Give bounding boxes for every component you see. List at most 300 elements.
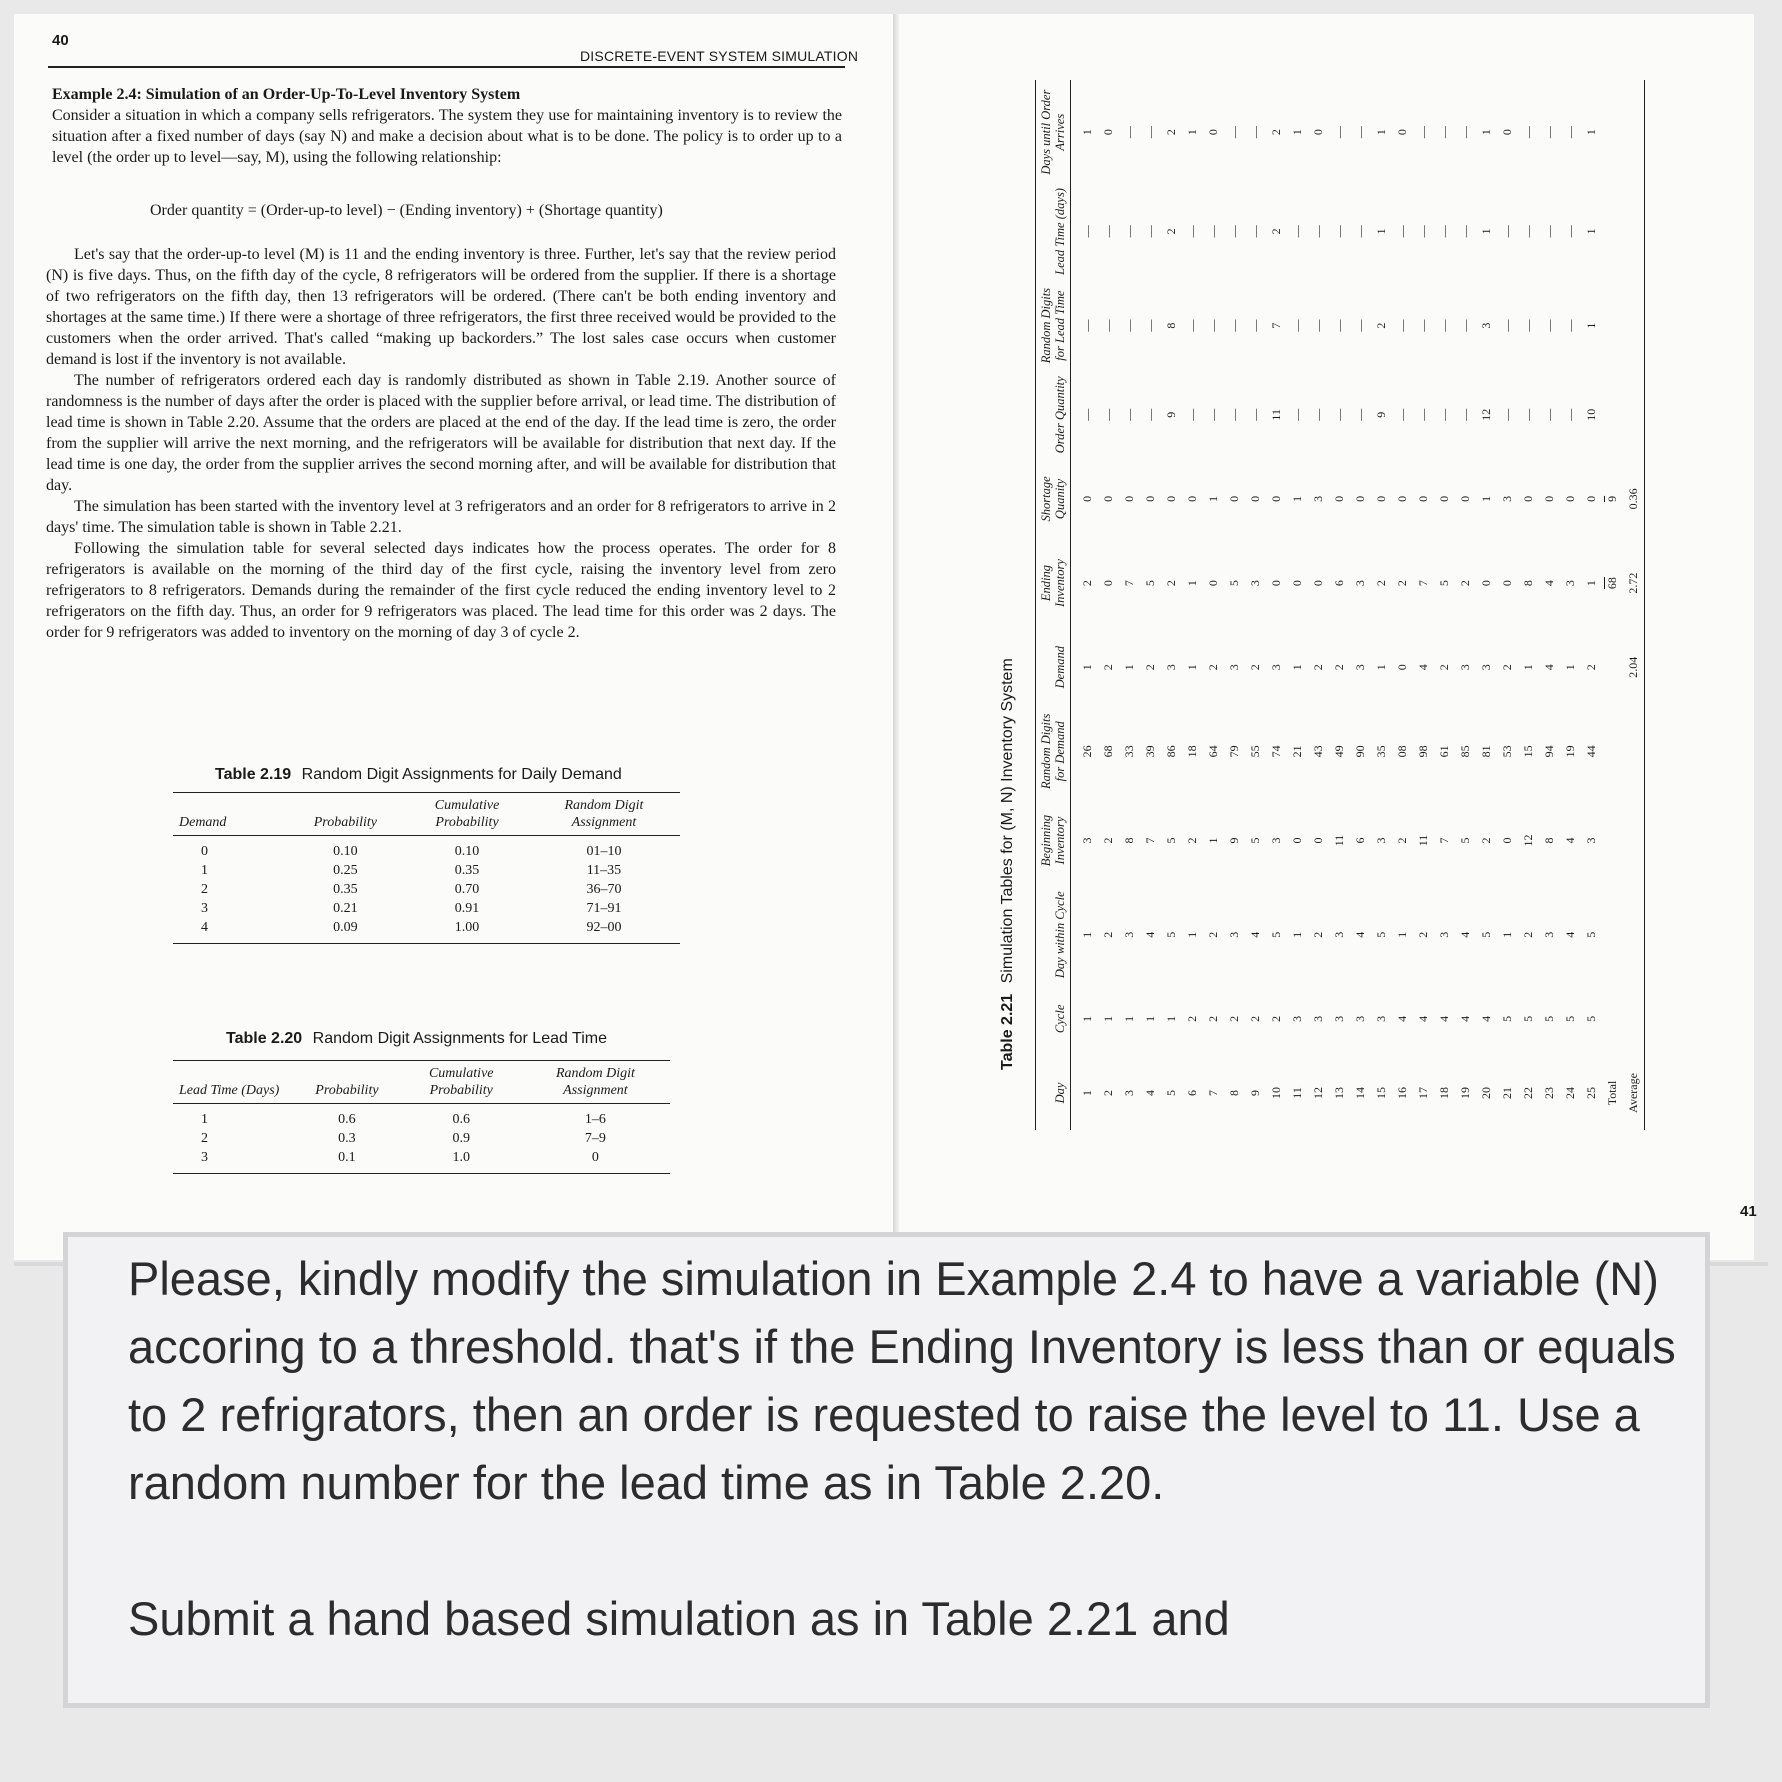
table-cell: — — [1437, 408, 1451, 421]
table-cell: — — [1437, 126, 1451, 139]
total-ending-inventory: 68 — [1605, 577, 1619, 590]
table-cell: 0 — [1206, 580, 1220, 587]
table-cell: 3 — [1311, 495, 1325, 502]
table-cell: 3 — [1437, 931, 1451, 938]
table-cell: 92–00 — [528, 918, 680, 944]
table-cell: 2 — [1437, 664, 1451, 671]
table-cell: 2 — [1101, 1089, 1115, 1096]
table-cell: 1 — [1584, 322, 1598, 329]
table-cell: 2 — [1101, 837, 1115, 844]
table-cell: 0 — [521, 1148, 670, 1174]
table-cell: — — [1101, 408, 1115, 421]
table-row — [1329, 80, 1350, 1130]
paragraph-5: Following the simulation table for several selected days indicates how the process operates. The order for 8 refrigerators is available on the morning of the third day of the first cycle, raising the inventory level from zero refrigerators to 8 refrigerators. Demands during the remainder of the first cycle reduced the ending inventory level to 2 refrigerators on the fifth day. Thus, an order for 9 refrigerators was placed. The lead time for this order was 2 days. The order for 9 refrigerators was added to inventory on the morning of day 3 of cycle 2. — [46, 540, 836, 641]
book-spine — [893, 14, 899, 1260]
table-cell: 64 — [1206, 745, 1220, 758]
table-row — [1413, 80, 1434, 1130]
table-cell: 0 — [1143, 495, 1157, 502]
table-cell: 7 — [1269, 322, 1283, 329]
table-cell: 5 — [1437, 580, 1451, 587]
table-cell: 3 — [173, 1148, 292, 1174]
table-cell: 10 — [1584, 408, 1598, 421]
table-cell: 94 — [1542, 745, 1556, 758]
table-cell: 4 — [1353, 931, 1367, 938]
table-cell: 1 — [1374, 664, 1388, 671]
table-cell: 3 — [1269, 837, 1283, 844]
table-cell: 7 — [1143, 837, 1157, 844]
table-cell: 53 — [1500, 745, 1514, 758]
table-cell: 3 — [1353, 1015, 1367, 1022]
table-220-body — [173, 1104, 670, 1174]
table-cell: 7–9 — [584, 1131, 606, 1146]
table-220-header: Lead Time (Days) — [173, 1061, 292, 1104]
total-label: Total — [1605, 1080, 1619, 1106]
table-cell: 0 — [1521, 495, 1535, 502]
table-221-header: Cycle — [1036, 982, 1071, 1056]
table-cell: 3 — [1164, 664, 1178, 671]
table-cell: 9 — [1374, 411, 1388, 418]
table-cell: — — [1101, 319, 1115, 332]
table-cell: — — [1563, 408, 1577, 421]
table-cell: 0 — [1269, 580, 1283, 587]
table-cell: 2 — [1269, 228, 1283, 235]
table-cell: — — [1521, 225, 1535, 238]
table-cell: 0 — [1101, 129, 1115, 136]
table-cell: 2 — [1311, 931, 1325, 938]
table-cell: — — [1227, 319, 1241, 332]
table-cell: 33 — [1122, 745, 1136, 758]
table-cell: 2 — [1269, 129, 1283, 136]
table-cell: — — [1332, 126, 1346, 139]
table-cell: 4 — [1563, 931, 1577, 938]
table-cell: 2 — [1332, 664, 1346, 671]
table-219-header: Cumulative Probability — [406, 793, 528, 836]
table-cell: 08 — [1395, 745, 1409, 758]
table-cell: — — [1080, 225, 1094, 238]
table-cell: — — [1206, 225, 1220, 238]
paragraph-3: The number of refrigerators ordered each day is randomly distributed as shown in Table 2.19. Another source of randomness is the number of days after the order is placed with the supplier before arrival, or lead time. The distribution of lead time is shown in Table 2.20. Assume that the orders are placed at the end of the day. If the lead time is zero, the order from the supplier will arrive the next morning, and the refrigerators will be available for distribution that next day. If the lead time is one day, the order from the supplier arrives the second morning after, and will be available for distribution that day. — [46, 372, 836, 494]
table-cell: 3 — [1374, 837, 1388, 844]
table-cell: 3 — [1332, 931, 1346, 938]
table-cell: — — [1416, 408, 1430, 421]
table-cell: — — [1332, 319, 1346, 332]
table-cell: 5 — [1542, 1015, 1556, 1022]
table-cell: 0.09 — [285, 918, 407, 944]
table-cell: 1 — [1185, 129, 1199, 136]
table-cell: 4 — [1416, 1015, 1430, 1022]
table-cell: 21 — [1290, 745, 1304, 758]
table-cell: 1 — [1479, 228, 1493, 235]
table-cell: — — [1500, 319, 1514, 332]
table-cell: — — [1521, 319, 1535, 332]
table-cell: 1–6 — [584, 1112, 606, 1127]
table-cell: 18 — [1437, 1086, 1451, 1099]
table-row — [1071, 80, 1099, 1130]
table-cell: 1 — [1374, 228, 1388, 235]
table-cell: 19 — [1563, 745, 1577, 758]
table-row — [1539, 80, 1560, 1130]
table-total-row — [1602, 80, 1623, 1130]
table-cell: 8 — [1227, 1089, 1241, 1096]
table-row — [173, 861, 680, 880]
table-cell: — — [1080, 408, 1094, 421]
table-cell: — — [1395, 319, 1409, 332]
table-cell: 7 — [1122, 580, 1136, 587]
table-cell: 4 — [1143, 1089, 1157, 1096]
table-cell: 19 — [1458, 1086, 1472, 1099]
question-spacer — [128, 1517, 1688, 1585]
table-cell: 68 — [1101, 745, 1115, 758]
table-cell: 79 — [1227, 745, 1241, 758]
table-row — [1371, 80, 1392, 1130]
table-cell: 1 — [1122, 1015, 1136, 1022]
table-cell: 7 — [1416, 580, 1430, 587]
table-cell: 2 — [1164, 580, 1178, 587]
table-cell: 74 — [1269, 745, 1283, 758]
table-cell: — — [1521, 126, 1535, 139]
table-row — [1455, 80, 1476, 1130]
table-cell: — — [1206, 408, 1220, 421]
table-cell: — — [1311, 319, 1325, 332]
average-demand: 2.04 — [1623, 625, 1645, 709]
table-cell: 4 — [1416, 664, 1430, 671]
table-cell: 0.10 — [333, 844, 358, 859]
table-cell: 24 — [1563, 1086, 1577, 1099]
table-cell: 6 — [1353, 837, 1367, 844]
table-cell: 17 — [1416, 1086, 1430, 1099]
table-cell: 1 — [201, 1112, 208, 1127]
table-cell: 3 — [1353, 580, 1367, 587]
table-cell: 1 — [1080, 664, 1094, 671]
table-cell: 2 — [1500, 664, 1514, 671]
table-cell: 0 — [201, 844, 208, 859]
table-cell: 81 — [1479, 745, 1493, 758]
table-cell: 2 — [1143, 664, 1157, 671]
table-cell: — — [1143, 408, 1157, 421]
table-cell: — — [1143, 126, 1157, 139]
table-cell: 3 — [1080, 837, 1094, 844]
table-cell: 5 — [1164, 1089, 1178, 1096]
table-cell: — — [1353, 319, 1367, 332]
empty-cell — [1602, 888, 1623, 982]
table-cell: — — [1248, 126, 1262, 139]
table-row — [173, 1148, 670, 1174]
table-cell: 85 — [1458, 745, 1472, 758]
table-221-header: Day within Cycle — [1036, 888, 1071, 982]
table-cell: 2 — [1101, 664, 1115, 671]
table-row — [1245, 80, 1266, 1130]
table-cell: 0 — [1395, 129, 1409, 136]
table-cell: — — [1563, 319, 1577, 332]
table-cell: 2 — [1374, 322, 1388, 329]
paragraph-4: The simulation has been started with the inventory level at 3 refrigerators and an order for 8 refrigerators to arrive in 2 days' time. The simulation table is shown in Table 2.21. — [46, 498, 836, 536]
table-cell: 2 — [1080, 580, 1094, 587]
table-cell: 3 — [1332, 1015, 1346, 1022]
empty-cell — [1623, 373, 1645, 457]
table-cell: 1 — [1206, 837, 1220, 844]
table-219-caption — [215, 766, 622, 784]
table-cell: 3 — [201, 901, 208, 916]
table-219-header: Demand — [173, 793, 285, 836]
table-cell: 0 — [1353, 495, 1367, 502]
table-row — [1581, 80, 1602, 1130]
table-cell: 8 — [1542, 837, 1556, 844]
table-row — [173, 1129, 670, 1148]
table-cell: 1 — [1395, 931, 1409, 938]
table-cell: 5 — [1500, 1015, 1514, 1022]
table-cell: 3 — [1290, 1015, 1304, 1022]
table-cell: — — [1458, 225, 1472, 238]
table-221-caption — [999, 658, 1017, 1070]
table-row — [1518, 80, 1539, 1130]
left-page-number: 40 — [52, 32, 69, 49]
question-box — [63, 1232, 1710, 1708]
empty-cell — [1623, 888, 1645, 982]
table-cell: — — [1458, 408, 1472, 421]
empty-cell — [1623, 184, 1645, 278]
table-cell: — — [1227, 408, 1241, 421]
table-cell: 5 — [1584, 1015, 1598, 1022]
table-cell: 3 — [1479, 664, 1493, 671]
table-cell: — — [1542, 225, 1556, 238]
right-page-number: 41 — [1740, 1203, 1757, 1220]
table-cell: — — [1563, 126, 1577, 139]
table-cell: 0.6 — [452, 1112, 470, 1127]
table-cell: — — [1143, 319, 1157, 332]
table-cell: 4 — [1479, 1015, 1493, 1022]
table-cell: 18 — [1185, 745, 1199, 758]
table-row — [1560, 80, 1581, 1130]
table-cell: — — [1101, 225, 1115, 238]
table-cell: — — [1206, 319, 1220, 332]
table-row — [173, 899, 680, 918]
table-cell: 1 — [1290, 495, 1304, 502]
empty-cell — [1602, 80, 1623, 184]
table-cell: 16 — [1395, 1086, 1409, 1099]
table-cell: 0.35 — [333, 882, 358, 897]
total-shortage: 9 — [1605, 495, 1619, 502]
table-cell: — — [1353, 408, 1367, 421]
table-cell: 1 — [1584, 228, 1598, 235]
table-cell: 8 — [1521, 580, 1535, 587]
table-cell: 4 — [1563, 837, 1577, 844]
table-cell: 0.10 — [454, 844, 480, 859]
table-cell: 0.3 — [338, 1131, 356, 1146]
table-cell: — — [1185, 408, 1199, 421]
table-cell: 1 — [1584, 129, 1598, 136]
table-cell: 0.9 — [452, 1131, 470, 1146]
table-cell: 1 — [1290, 664, 1304, 671]
table-cell: 9 — [1164, 411, 1178, 418]
table-cell: 1 — [1584, 580, 1598, 587]
table-row — [1434, 80, 1455, 1130]
paragraph-1: Consider a situation in which a company sells refrigerators. The system they use for maintaining inventory is to review the situation after a fixed number of days (say N) and make a decision about what is to be done. The policy is to order up to a level (the order up to level—say, M), using the following relationship: — [52, 107, 842, 166]
table-row — [1140, 80, 1161, 1130]
table-cell: 98 — [1416, 745, 1430, 758]
average-label: Average — [1623, 1056, 1645, 1130]
table-221-header: Ending Inventory — [1036, 541, 1071, 625]
table-cell: 7 — [1437, 837, 1451, 844]
table-cell: — — [1542, 319, 1556, 332]
table-cell: 1.00 — [406, 918, 528, 944]
table-cell: 25 — [1584, 1086, 1598, 1099]
table-cell: 3 — [1500, 495, 1514, 502]
table-cell: 3 — [1227, 931, 1241, 938]
table-cell: 0 — [1416, 495, 1430, 502]
table-cell: 4 — [1248, 931, 1262, 938]
table-cell: 1 — [1563, 664, 1577, 671]
table-cell: 5 — [1269, 931, 1283, 938]
table-220 — [173, 1060, 670, 1174]
table-cell: 86 — [1164, 745, 1178, 758]
table-cell: 13 — [1332, 1086, 1346, 1099]
table-cell: — — [1542, 408, 1556, 421]
table-cell: 0.91 — [454, 901, 480, 916]
table-cell: 0 — [1185, 495, 1199, 502]
table-220-label: Table 2.20 — [226, 1030, 303, 1047]
table-cell: 3 — [1248, 580, 1262, 587]
table-cell: 2 — [1584, 664, 1598, 671]
average-shortage: 0.36 — [1623, 457, 1645, 541]
table-cell: 44 — [1584, 745, 1598, 758]
table-cell: — — [1395, 225, 1409, 238]
table-cell: 4 — [1458, 1015, 1472, 1022]
table-average-row — [1623, 80, 1645, 1130]
table-cell: 0 — [1311, 837, 1325, 844]
table-cell: 2 — [1164, 129, 1178, 136]
table-cell: 7 — [1206, 1089, 1220, 1096]
table-cell: 2 — [1269, 1015, 1283, 1022]
table-cell: 4 — [1542, 580, 1556, 587]
table-cell: 1.0 — [402, 1148, 521, 1174]
table-cell: 4 — [1458, 931, 1472, 938]
table-cell: 3 — [1458, 664, 1472, 671]
table-cell: 23 — [1542, 1086, 1556, 1099]
table-cell: — — [1416, 319, 1430, 332]
table-cell: 35 — [1374, 745, 1388, 758]
table-cell: 1 — [1479, 129, 1493, 136]
table-cell: — — [1143, 225, 1157, 238]
table-cell: 2 — [1227, 1015, 1241, 1022]
table-cell: 9 — [1248, 1089, 1262, 1096]
table-cell: 3 — [1542, 931, 1556, 938]
table-cell: — — [1416, 225, 1430, 238]
table-cell: 9 — [1227, 837, 1241, 844]
table-row — [1119, 80, 1140, 1130]
table-cell: — — [1122, 319, 1136, 332]
table-cell: 8 — [1164, 322, 1178, 329]
table-cell: 0 — [1227, 495, 1241, 502]
table-cell: 2 — [1311, 664, 1325, 671]
table-cell: 2 — [201, 1131, 208, 1146]
table-cell: 4 — [1542, 664, 1556, 671]
table-cell: 4 — [1395, 1015, 1409, 1022]
table-221-title: Simulation Tables for (M, N) Inventory System — [999, 658, 1016, 984]
table-cell: — — [1290, 319, 1304, 332]
table-cell: 1 — [1080, 129, 1094, 136]
table-cell: 0 — [1311, 580, 1325, 587]
table-cell: — — [1353, 225, 1367, 238]
table-cell: — — [1458, 126, 1472, 139]
table-cell: 12 — [1521, 834, 1535, 847]
table-cell: 3 — [1311, 1015, 1325, 1022]
table-cell: 0 — [1437, 495, 1451, 502]
table-cell: 5 — [1164, 837, 1178, 844]
table-cell: 5 — [1458, 837, 1472, 844]
table-cell: — — [1458, 319, 1472, 332]
table-cell: 49 — [1332, 745, 1346, 758]
table-cell: 0 — [1458, 495, 1472, 502]
table-cell: 4 — [173, 918, 285, 944]
table-cell: 5 — [1521, 1015, 1535, 1022]
table-221 — [1035, 80, 1645, 1130]
empty-cell — [1602, 625, 1623, 709]
table-cell: 3 — [1374, 1015, 1388, 1022]
table-row — [1497, 80, 1518, 1130]
table-row — [1350, 80, 1371, 1130]
table-cell: 1 — [1122, 664, 1136, 671]
table-cell: — — [1080, 319, 1094, 332]
table-219-label: Table 2.19 — [215, 766, 292, 783]
table-cell: 6 — [1332, 580, 1346, 587]
table-cell: 5 — [1584, 931, 1598, 938]
table-cell: 0 — [1206, 129, 1220, 136]
table-row — [173, 880, 680, 899]
table-cell: 2 — [201, 882, 208, 897]
table-221-header: Random Digits for Lead Time — [1036, 279, 1071, 373]
table-cell: 3 — [1122, 931, 1136, 938]
table-cell: 5 — [1143, 580, 1157, 587]
table-cell: 3 — [1563, 580, 1577, 587]
table-cell: 0 — [1248, 495, 1262, 502]
table-cell: 5 — [1479, 931, 1493, 938]
table-cell: 2 — [1185, 1015, 1199, 1022]
empty-cell — [1602, 982, 1623, 1056]
table-221-body — [1071, 80, 1645, 1130]
table-cell: 0.25 — [333, 863, 358, 878]
table-cell: 2 — [1395, 580, 1409, 587]
table-cell: 36–70 — [586, 882, 622, 897]
table-cell: — — [1122, 225, 1136, 238]
table-row — [173, 1104, 670, 1130]
table-221-header: Days until Order Arrives — [1036, 80, 1071, 184]
empty-cell — [1623, 80, 1645, 184]
table-219 — [173, 792, 680, 944]
table-row — [1161, 80, 1182, 1130]
table-cell: 2 — [1206, 931, 1220, 938]
average-ending-inventory: 2.72 — [1623, 541, 1645, 625]
table-cell: 11 — [1416, 834, 1430, 847]
table-cell: 43 — [1311, 745, 1325, 758]
table-cell: 61 — [1437, 745, 1451, 758]
table-220-caption — [226, 1030, 607, 1048]
table-cell: — — [1248, 319, 1262, 332]
table-row — [1203, 80, 1224, 1130]
table-cell: 1 — [201, 863, 208, 878]
table-cell: 90 — [1353, 745, 1367, 758]
table-cell: — — [1353, 126, 1367, 139]
table-row — [173, 918, 680, 944]
table-cell: 5 — [1227, 580, 1241, 587]
table-221-header: Order Quantity — [1036, 373, 1071, 457]
table-cell: 26 — [1080, 745, 1094, 758]
table-cell: 1 — [1479, 495, 1493, 502]
table-cell: 0.1 — [292, 1148, 401, 1174]
table-cell: 1 — [1500, 931, 1514, 938]
table-cell: 0 — [1122, 495, 1136, 502]
table-cell: 0 — [1101, 580, 1115, 587]
question-text — [128, 1245, 1688, 1653]
